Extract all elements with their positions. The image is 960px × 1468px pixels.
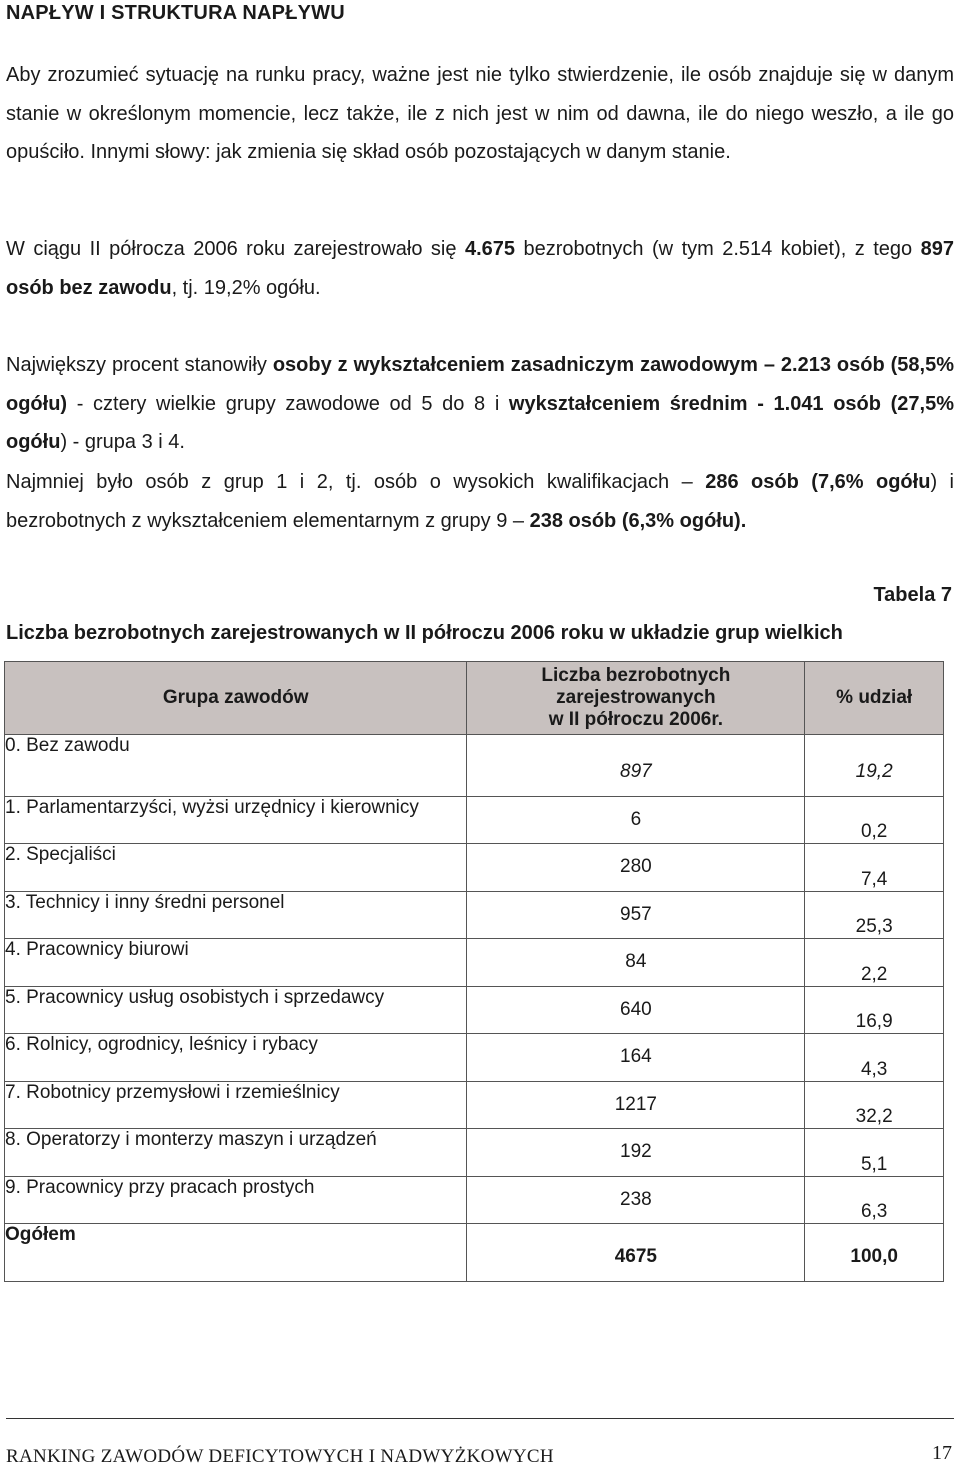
table-label: Tabela 7 — [873, 584, 952, 606]
header-count-line: w II półroczu 2006r. — [548, 709, 723, 730]
table-title: Liczba bezrobotnych zarejestrowanych w II półroczu 2006 roku w układzie grup wielkich — [6, 622, 843, 644]
cell-group: 5. Pracownicy usług osobistych i sprzedawcy — [5, 986, 467, 1034]
cell-group: 4. Pracownicy biurowi — [5, 939, 467, 987]
table-row — [5, 891, 944, 939]
cell-group: 9. Pracownicy przy pracach prostych — [5, 1176, 467, 1224]
cell-share: 0,2 — [805, 796, 944, 844]
header-count — [467, 662, 805, 735]
text-span: ) - grupa 3 i 4. — [60, 431, 185, 453]
cell-share: 19,2 — [805, 735, 944, 797]
footer-title: RANKING ZAWODÓW DEFICYTOWYCH I NADWYŻKOWYCH — [6, 1446, 554, 1467]
table-row — [5, 844, 944, 892]
cell-count: 4675 — [467, 1224, 805, 1282]
text-span: bezrobotnych (w tym 2.514 kobiet), z tego — [515, 238, 921, 260]
cell-share: 5,1 — [805, 1129, 944, 1177]
header-group: Grupa zawodów — [5, 662, 467, 735]
text-span: W ciągu II półrocza 2006 roku zarejestrowało się — [6, 238, 465, 260]
registration-paragraph — [6, 230, 954, 307]
cell-group: 6. Rolnicy, ogrodnicy, leśnicy i rybacy — [5, 1034, 467, 1082]
footer-divider — [6, 1418, 954, 1419]
header-count-line: zarejestrowanych — [556, 687, 716, 708]
cell-count: 164 — [467, 1034, 805, 1082]
table-row — [5, 1129, 944, 1177]
cell-share: 32,2 — [805, 1081, 944, 1129]
intro-paragraph: Aby zrozumieć sytuację na runku pracy, ważne jest nie tylko stwierdzenie, ile osób znajduje się w danym stanie w określonym momencie, lecz także, ile z nich jest w nim od dawna, ile do niego weszło, a ile go opuściło. Innymi słowy: jak zmienia się skład osób pozostających w danym stanie. — [6, 64, 954, 163]
table-total-row — [5, 1224, 944, 1282]
cell-group: 2. Specjaliści — [5, 844, 467, 892]
cell-share: 7,4 — [805, 844, 944, 892]
bold-span: osoby z wykształceniem zasadniczym zawodowym – 2.213 osób (58,5% ogółu) — [6, 354, 954, 415]
cell-share: 6,3 — [805, 1176, 944, 1224]
cell-group: 1. Parlamentarzyści, wyżsi urzędnicy i kierownicy — [5, 796, 467, 844]
cell-share: 100,0 — [805, 1224, 944, 1282]
cell-group: 0. Bez zawodu — [5, 735, 467, 797]
cell-count: 897 — [467, 735, 805, 797]
bold-span: 238 osób (6,3% ogółu). — [529, 509, 747, 532]
bold-span: 286 osób (7,6% ogółu — [705, 471, 931, 493]
table-body — [5, 735, 944, 1282]
cell-count: 84 — [467, 939, 805, 987]
cell-share: 2,2 — [805, 939, 944, 987]
section-title: NAPŁYW I STRUKTURA NAPŁYWU — [6, 2, 345, 24]
cell-group: 3. Technicy i inny średni personel — [5, 891, 467, 939]
table-row — [5, 1176, 944, 1224]
cell-count: 1217 — [467, 1081, 805, 1129]
cell-count: 192 — [467, 1129, 805, 1177]
table-row — [5, 796, 944, 844]
cell-count: 280 — [467, 844, 805, 892]
education-paragraph — [6, 346, 954, 462]
cell-count: 957 — [467, 891, 805, 939]
qualifications-paragraph — [6, 463, 954, 540]
bold-span: 4.675 — [464, 238, 516, 260]
table-header-row — [5, 662, 944, 735]
table-row — [5, 735, 944, 797]
table-row — [5, 1081, 944, 1129]
bold-span: wykształceniem średnim - 1.041 osób (27,5% ogółu — [6, 392, 954, 453]
header-share: % udział — [805, 662, 944, 735]
cell-group: 8. Operatorzy i monterzy maszyn i urządzeń — [5, 1129, 467, 1177]
table-row — [5, 986, 944, 1034]
cell-share: 4,3 — [805, 1034, 944, 1082]
cell-count: 640 — [467, 986, 805, 1034]
cell-count: 238 — [467, 1176, 805, 1224]
cell-group: Ogółem — [5, 1224, 467, 1282]
text-span: ) i bezrobotnych z wykształceniem elementarnym z grupy 9 – — [6, 471, 955, 532]
text-span: - cztery wielkie grupy zawodowe od 5 do 8 i — [67, 392, 509, 415]
bold-span: 897 osób bez zawodu — [6, 238, 954, 299]
occupation-groups-table — [4, 661, 944, 1282]
header-count-line: Liczba bezrobotnych — [541, 665, 731, 686]
table-row — [5, 1034, 944, 1082]
text-span: Najmniej było osób z grup 1 i 2, tj. osób o wysokich kwalifikacjach – — [6, 471, 706, 493]
table-row — [5, 939, 944, 987]
cell-share: 25,3 — [805, 891, 944, 939]
cell-count: 6 — [467, 796, 805, 844]
cell-share: 16,9 — [805, 986, 944, 1034]
text-span: , tj. 19,2% ogółu. — [171, 276, 321, 299]
page-number: 17 — [932, 1442, 952, 1464]
text-span: Największy procent stanowiły — [6, 354, 273, 376]
cell-group: 7. Robotnicy przemysłowi i rzemieślnicy — [5, 1081, 467, 1129]
